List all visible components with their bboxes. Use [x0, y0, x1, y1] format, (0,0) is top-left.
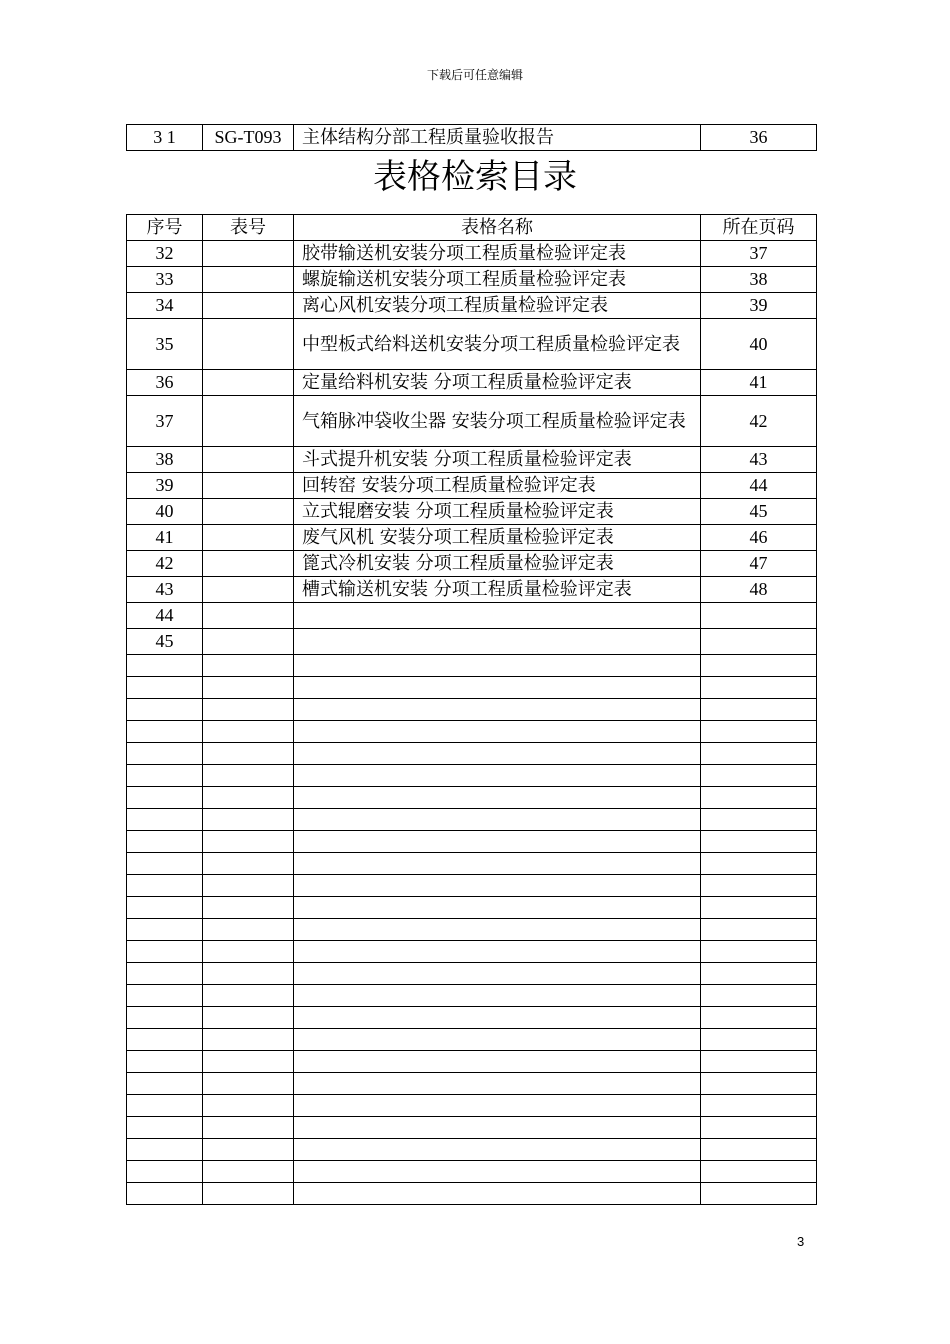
- code-cell: [203, 241, 294, 267]
- empty-cell: [127, 875, 203, 897]
- page-cell: [701, 629, 817, 655]
- code-cell: [203, 319, 294, 370]
- empty-cell: [701, 721, 817, 743]
- table-row: [127, 267, 817, 293]
- table-row: [127, 125, 817, 151]
- name-cell: 立式辊磨安装 分项工程质量检验评定表: [294, 499, 701, 525]
- code-cell: [203, 629, 294, 655]
- empty-cell: [127, 765, 203, 787]
- name-cell: 主体结构分部工程质量验收报告: [294, 125, 701, 151]
- empty-cell: [701, 1007, 817, 1029]
- name-cell: 中型板式给料送机安装分项工程质量检验评定表: [294, 319, 701, 370]
- page-cell: 39: [701, 293, 817, 319]
- empty-cell: [701, 1183, 817, 1205]
- table-row: [127, 241, 817, 267]
- code-cell: SG-T093: [203, 125, 294, 151]
- empty-row: [127, 655, 817, 677]
- page-cell: 45: [701, 499, 817, 525]
- code-cell: [203, 551, 294, 577]
- column-header-page: 所在页码: [701, 215, 817, 241]
- empty-cell: [203, 1161, 294, 1183]
- name-cell: 胶带输送机安装分项工程质量检验评定表: [294, 241, 701, 267]
- empty-cell: [203, 941, 294, 963]
- empty-cell: [203, 875, 294, 897]
- empty-cell: [701, 1139, 817, 1161]
- empty-row: [127, 897, 817, 919]
- empty-cell: [203, 831, 294, 853]
- name-cell: 定量给料机安装 分项工程质量检验评定表: [294, 370, 701, 396]
- empty-cell: [701, 809, 817, 831]
- seq-cell: 3 1: [127, 125, 203, 151]
- empty-cell: [294, 1183, 701, 1205]
- column-header-name: 表格名称: [294, 215, 701, 241]
- empty-row: [127, 699, 817, 721]
- page-title: 表格检索目录: [373, 157, 577, 197]
- index-table: [126, 214, 817, 1205]
- empty-cell: [203, 765, 294, 787]
- empty-cell: [294, 721, 701, 743]
- empty-cell: [127, 1029, 203, 1051]
- empty-cell: [701, 963, 817, 985]
- empty-cell: [294, 1073, 701, 1095]
- seq-cell: 34: [127, 293, 203, 319]
- empty-cell: [701, 1117, 817, 1139]
- empty-cell: [127, 853, 203, 875]
- empty-cell: [127, 1073, 203, 1095]
- empty-cell: [127, 787, 203, 809]
- empty-cell: [127, 1117, 203, 1139]
- code-cell: [203, 603, 294, 629]
- seq-cell: 37: [127, 396, 203, 447]
- code-cell: [203, 499, 294, 525]
- empty-cell: [203, 787, 294, 809]
- empty-cell: [203, 655, 294, 677]
- empty-cell: [203, 1095, 294, 1117]
- empty-cell: [127, 721, 203, 743]
- empty-cell: [294, 985, 701, 1007]
- seq-cell: 36: [127, 370, 203, 396]
- empty-cell: [203, 1029, 294, 1051]
- page-cell: 37: [701, 241, 817, 267]
- empty-row: [127, 1095, 817, 1117]
- seq-cell: 39: [127, 473, 203, 499]
- seq-cell: 40: [127, 499, 203, 525]
- empty-cell: [701, 1073, 817, 1095]
- empty-cell: [127, 897, 203, 919]
- empty-cell: [294, 941, 701, 963]
- table-row: [127, 551, 817, 577]
- table-row: [127, 293, 817, 319]
- empty-cell: [203, 1183, 294, 1205]
- empty-cell: [701, 677, 817, 699]
- empty-row: [127, 1073, 817, 1095]
- empty-cell: [294, 677, 701, 699]
- empty-cell: [127, 985, 203, 1007]
- empty-cell: [203, 853, 294, 875]
- empty-row: [127, 1117, 817, 1139]
- empty-cell: [294, 787, 701, 809]
- empty-cell: [294, 1007, 701, 1029]
- empty-cell: [294, 1161, 701, 1183]
- empty-cell: [294, 897, 701, 919]
- code-cell: [203, 293, 294, 319]
- empty-row: [127, 1007, 817, 1029]
- page-cell: 48: [701, 577, 817, 603]
- header-note: 下载后可任意编辑: [426, 68, 523, 82]
- empty-cell: [127, 809, 203, 831]
- empty-row: [127, 1051, 817, 1073]
- empty-row: [127, 721, 817, 743]
- code-cell: [203, 525, 294, 551]
- empty-row: [127, 963, 817, 985]
- table-row: [127, 396, 817, 447]
- seq-cell: 41: [127, 525, 203, 551]
- page-cell: 40: [701, 319, 817, 370]
- empty-cell: [294, 1051, 701, 1073]
- empty-cell: [127, 743, 203, 765]
- code-cell: [203, 370, 294, 396]
- empty-cell: [701, 919, 817, 941]
- empty-row: [127, 677, 817, 699]
- empty-cell: [701, 655, 817, 677]
- name-cell: 气箱脉冲袋收尘器 安装分项工程质量检验评定表: [294, 396, 701, 447]
- table-row: [127, 473, 817, 499]
- empty-cell: [294, 963, 701, 985]
- empty-cell: [127, 1139, 203, 1161]
- empty-cell: [203, 919, 294, 941]
- seq-cell: 33: [127, 267, 203, 293]
- empty-cell: [127, 655, 203, 677]
- empty-cell: [294, 743, 701, 765]
- name-cell: 回转窑 安装分项工程质量检验评定表: [294, 473, 701, 499]
- table-row: [127, 603, 817, 629]
- empty-cell: [203, 699, 294, 721]
- empty-row: [127, 765, 817, 787]
- seq-cell: 32: [127, 241, 203, 267]
- empty-row: [127, 1183, 817, 1205]
- empty-cell: [203, 1117, 294, 1139]
- empty-row: [127, 941, 817, 963]
- empty-cell: [127, 1183, 203, 1205]
- empty-cell: [294, 699, 701, 721]
- empty-cell: [294, 919, 701, 941]
- empty-cell: [701, 1161, 817, 1183]
- empty-cell: [203, 1051, 294, 1073]
- empty-row: [127, 743, 817, 765]
- empty-cell: [203, 897, 294, 919]
- empty-cell: [203, 1139, 294, 1161]
- code-cell: [203, 267, 294, 293]
- empty-cell: [701, 1051, 817, 1073]
- empty-row: [127, 1139, 817, 1161]
- empty-cell: [127, 919, 203, 941]
- column-header-seq: 序号: [127, 215, 203, 241]
- empty-row: [127, 875, 817, 897]
- seq-cell: 43: [127, 577, 203, 603]
- table-header-row: [127, 215, 817, 241]
- seq-cell: 45: [127, 629, 203, 655]
- empty-cell: [701, 787, 817, 809]
- empty-cell: [127, 699, 203, 721]
- empty-cell: [701, 831, 817, 853]
- empty-cell: [127, 1007, 203, 1029]
- empty-row: [127, 809, 817, 831]
- table-row: [127, 319, 817, 370]
- empty-cell: [701, 985, 817, 1007]
- name-cell: 离心风机安装分项工程质量检验评定表: [294, 293, 701, 319]
- empty-cell: [127, 1095, 203, 1117]
- empty-cell: [294, 809, 701, 831]
- empty-cell: [203, 985, 294, 1007]
- table-row: [127, 577, 817, 603]
- empty-cell: [203, 721, 294, 743]
- empty-cell: [203, 743, 294, 765]
- previous-page-table: [126, 124, 817, 151]
- name-cell: [294, 629, 701, 655]
- code-cell: [203, 577, 294, 603]
- empty-row: [127, 787, 817, 809]
- empty-cell: [203, 677, 294, 699]
- code-cell: [203, 473, 294, 499]
- empty-row: [127, 1161, 817, 1183]
- name-cell: 斗式提升机安装 分项工程质量检验评定表: [294, 447, 701, 473]
- empty-cell: [294, 1139, 701, 1161]
- code-cell: [203, 396, 294, 447]
- page-number: 3: [797, 1234, 805, 1249]
- empty-cell: [701, 1095, 817, 1117]
- table-row: [127, 370, 817, 396]
- empty-cell: [127, 941, 203, 963]
- empty-cell: [203, 1007, 294, 1029]
- empty-cell: [701, 765, 817, 787]
- page-cell: 38: [701, 267, 817, 293]
- empty-row: [127, 853, 817, 875]
- name-cell: 篦式冷机安装 分项工程质量检验评定表: [294, 551, 701, 577]
- page-cell: 42: [701, 396, 817, 447]
- name-cell: 废气风机 安装分项工程质量检验评定表: [294, 525, 701, 551]
- page-cell: 41: [701, 370, 817, 396]
- page-cell: 36: [701, 125, 817, 151]
- empty-cell: [701, 875, 817, 897]
- empty-cell: [701, 941, 817, 963]
- page-cell: 44: [701, 473, 817, 499]
- empty-cell: [294, 1095, 701, 1117]
- empty-cell: [701, 1029, 817, 1051]
- table-row: [127, 499, 817, 525]
- table-row: [127, 525, 817, 551]
- empty-cell: [294, 875, 701, 897]
- seq-cell: 44: [127, 603, 203, 629]
- empty-row: [127, 831, 817, 853]
- table-row: [127, 629, 817, 655]
- column-header-code: 表号: [203, 215, 294, 241]
- seq-cell: 35: [127, 319, 203, 370]
- empty-cell: [294, 655, 701, 677]
- name-cell: [294, 603, 701, 629]
- empty-row: [127, 1029, 817, 1051]
- name-cell: 螺旋输送机安装分项工程质量检验评定表: [294, 267, 701, 293]
- empty-cell: [294, 1117, 701, 1139]
- empty-cell: [127, 831, 203, 853]
- page-cell: 43: [701, 447, 817, 473]
- empty-cell: [294, 1029, 701, 1051]
- empty-cell: [203, 1073, 294, 1095]
- empty-row: [127, 985, 817, 1007]
- empty-cell: [127, 963, 203, 985]
- code-cell: [203, 447, 294, 473]
- page-cell: 46: [701, 525, 817, 551]
- empty-row: [127, 919, 817, 941]
- empty-cell: [203, 963, 294, 985]
- empty-cell: [127, 1161, 203, 1183]
- empty-cell: [203, 809, 294, 831]
- page-cell: 47: [701, 551, 817, 577]
- table-row: [127, 447, 817, 473]
- seq-cell: 42: [127, 551, 203, 577]
- page-cell: [701, 603, 817, 629]
- empty-cell: [701, 699, 817, 721]
- empty-cell: [701, 853, 817, 875]
- seq-cell: 38: [127, 447, 203, 473]
- name-cell: 槽式输送机安装 分项工程质量检验评定表: [294, 577, 701, 603]
- empty-cell: [701, 743, 817, 765]
- empty-cell: [127, 677, 203, 699]
- empty-cell: [294, 853, 701, 875]
- empty-cell: [701, 897, 817, 919]
- empty-cell: [294, 831, 701, 853]
- empty-cell: [127, 1051, 203, 1073]
- empty-cell: [294, 765, 701, 787]
